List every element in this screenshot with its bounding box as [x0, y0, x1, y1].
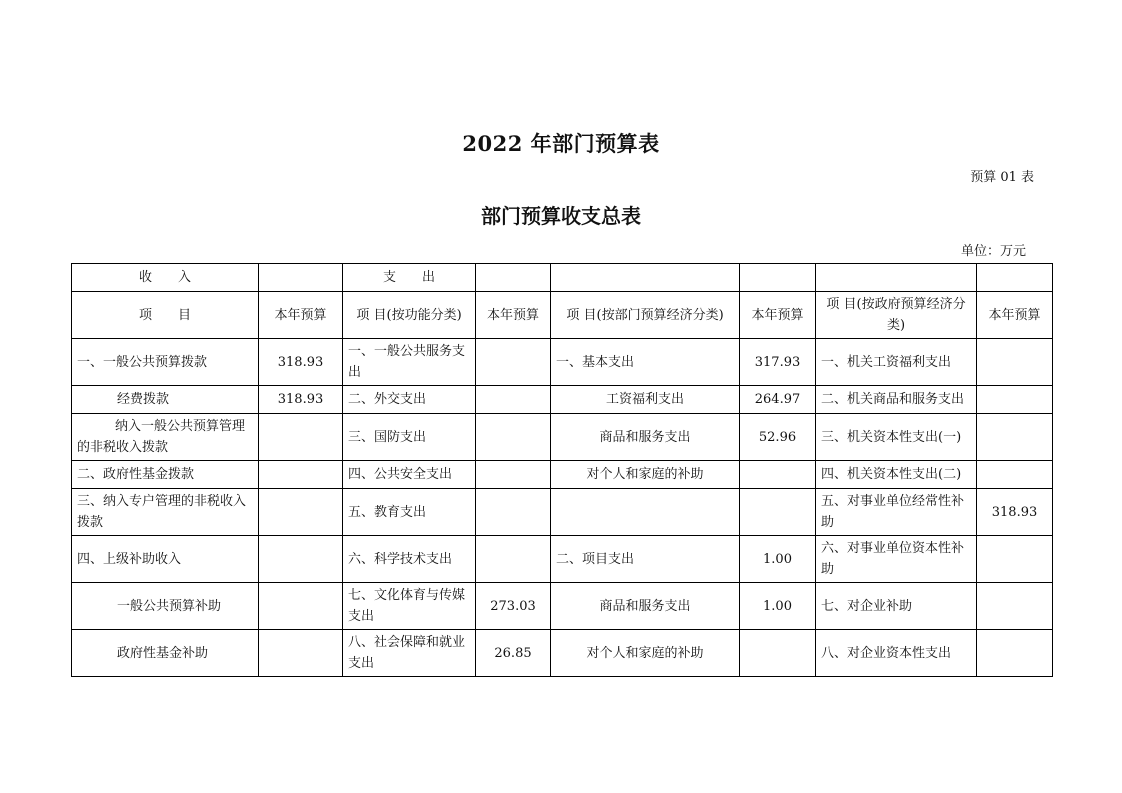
expense-group-header: 支 出: [343, 264, 476, 292]
func-value: [476, 536, 551, 583]
gov-value: 318.93: [977, 489, 1053, 536]
income-item: 一般公共预算补助: [72, 583, 259, 630]
func-item: 三、国防支出: [343, 414, 476, 461]
func-value: [476, 339, 551, 386]
dept-item: [551, 489, 740, 536]
func-item: 八、社会保障和就业支出: [343, 630, 476, 677]
income-value: [259, 414, 343, 461]
table-row: [72, 583, 1053, 630]
gov-value: [977, 630, 1053, 677]
gov-value: [977, 461, 1053, 489]
income-value: [259, 489, 343, 536]
header-row-columns: [72, 292, 1053, 339]
dept-item: 二、项目支出: [551, 536, 740, 583]
empty-cell: [977, 264, 1053, 292]
gov-item: 七、对企业补助: [816, 583, 977, 630]
dept-value: 317.93: [740, 339, 816, 386]
gov-value: [977, 414, 1053, 461]
dept-item: 商品和服务支出: [551, 583, 740, 630]
func-item: 一、一般公共服务支出: [343, 339, 476, 386]
dept-item: 对个人和家庭的补助: [551, 630, 740, 677]
budget-table: [71, 263, 1053, 677]
func-item: 四、公共安全支出: [343, 461, 476, 489]
table-row: [72, 630, 1053, 677]
income-item: 经费拨款: [72, 386, 259, 414]
dept-item: 一、基本支出: [551, 339, 740, 386]
income-item: 三、纳入专户管理的非税收入拨款: [72, 489, 259, 536]
dept-value: 264.97: [740, 386, 816, 414]
income-value: [259, 583, 343, 630]
dept-value: 1.00: [740, 583, 816, 630]
func-value: [476, 461, 551, 489]
gov-item: 一、机关工资福利支出: [816, 339, 977, 386]
income-value: 318.93: [259, 339, 343, 386]
dept-item: 工资福利支出: [551, 386, 740, 414]
income-group-header: 收 入: [72, 264, 259, 292]
gov-value: [977, 583, 1053, 630]
dept-item: 商品和服务支出: [551, 414, 740, 461]
col-header-budget: 本年预算: [977, 292, 1053, 339]
col-header-dept: 项 目(按部门预算经济分类): [551, 292, 740, 339]
func-value: [476, 414, 551, 461]
income-item: 一、一般公共预算拨款: [72, 339, 259, 386]
gov-item: 四、机关资本性支出(二): [816, 461, 977, 489]
empty-cell: [259, 264, 343, 292]
gov-value: [977, 536, 1053, 583]
dept-item: 对个人和家庭的补助: [551, 461, 740, 489]
table-row: [72, 489, 1053, 536]
dept-value: 52.96: [740, 414, 816, 461]
col-header-budget: 本年预算: [740, 292, 816, 339]
col-header-budget: 本年预算: [259, 292, 343, 339]
gov-value: [977, 339, 1053, 386]
table-row: [72, 339, 1053, 386]
table-row: [72, 536, 1053, 583]
empty-cell: [816, 264, 977, 292]
dept-value: [740, 489, 816, 536]
table-title: 部门预算收支总表: [481, 204, 641, 228]
func-item: 六、科学技术支出: [343, 536, 476, 583]
gov-item: 三、机关资本性支出(一): [816, 414, 977, 461]
gov-item: 八、对企业资本性支出: [816, 630, 977, 677]
col-header-budget: 本年预算: [476, 292, 551, 339]
gov-item: 五、对事业单位经常性补助: [816, 489, 977, 536]
func-value: 273.03: [476, 583, 551, 630]
dept-value: [740, 461, 816, 489]
income-item: 纳入一般公共预算管理的非税收入拨款: [72, 414, 259, 461]
unit-label: 单位：万元: [960, 244, 1026, 259]
func-item: 五、教育支出: [343, 489, 476, 536]
gov-item: 六、对事业单位资本性补助: [816, 536, 977, 583]
gov-value: [977, 386, 1053, 414]
gov-item: 二、机关商品和服务支出: [816, 386, 977, 414]
col-header-item: 项 目: [72, 292, 259, 339]
income-value: 318.93: [259, 386, 343, 414]
income-item: 二、政府性基金拨款: [72, 461, 259, 489]
dept-value: 1.00: [740, 536, 816, 583]
func-item: 二、外交支出: [343, 386, 476, 414]
empty-cell: [551, 264, 740, 292]
func-value: [476, 386, 551, 414]
col-header-gov: 项 目(按政府预算经济分类): [816, 292, 977, 339]
func-value: 26.85: [476, 630, 551, 677]
form-number: 预算 01 表: [970, 170, 1034, 185]
col-header-func: 项 目(按功能分类): [343, 292, 476, 339]
table-row: [72, 386, 1053, 414]
func-item: 七、文化体育与传媒支出: [343, 583, 476, 630]
empty-cell: [476, 264, 551, 292]
income-value: [259, 630, 343, 677]
empty-cell: [740, 264, 816, 292]
table-row: [72, 414, 1053, 461]
income-value: [259, 536, 343, 583]
dept-value: [740, 630, 816, 677]
table-row: [72, 461, 1053, 489]
func-value: [476, 489, 551, 536]
page-title: 2022 年部门预算表: [462, 131, 660, 156]
header-row-group: [72, 264, 1053, 292]
income-value: [259, 461, 343, 489]
income-item: 政府性基金补助: [72, 630, 259, 677]
income-item: 四、上级补助收入: [72, 536, 259, 583]
